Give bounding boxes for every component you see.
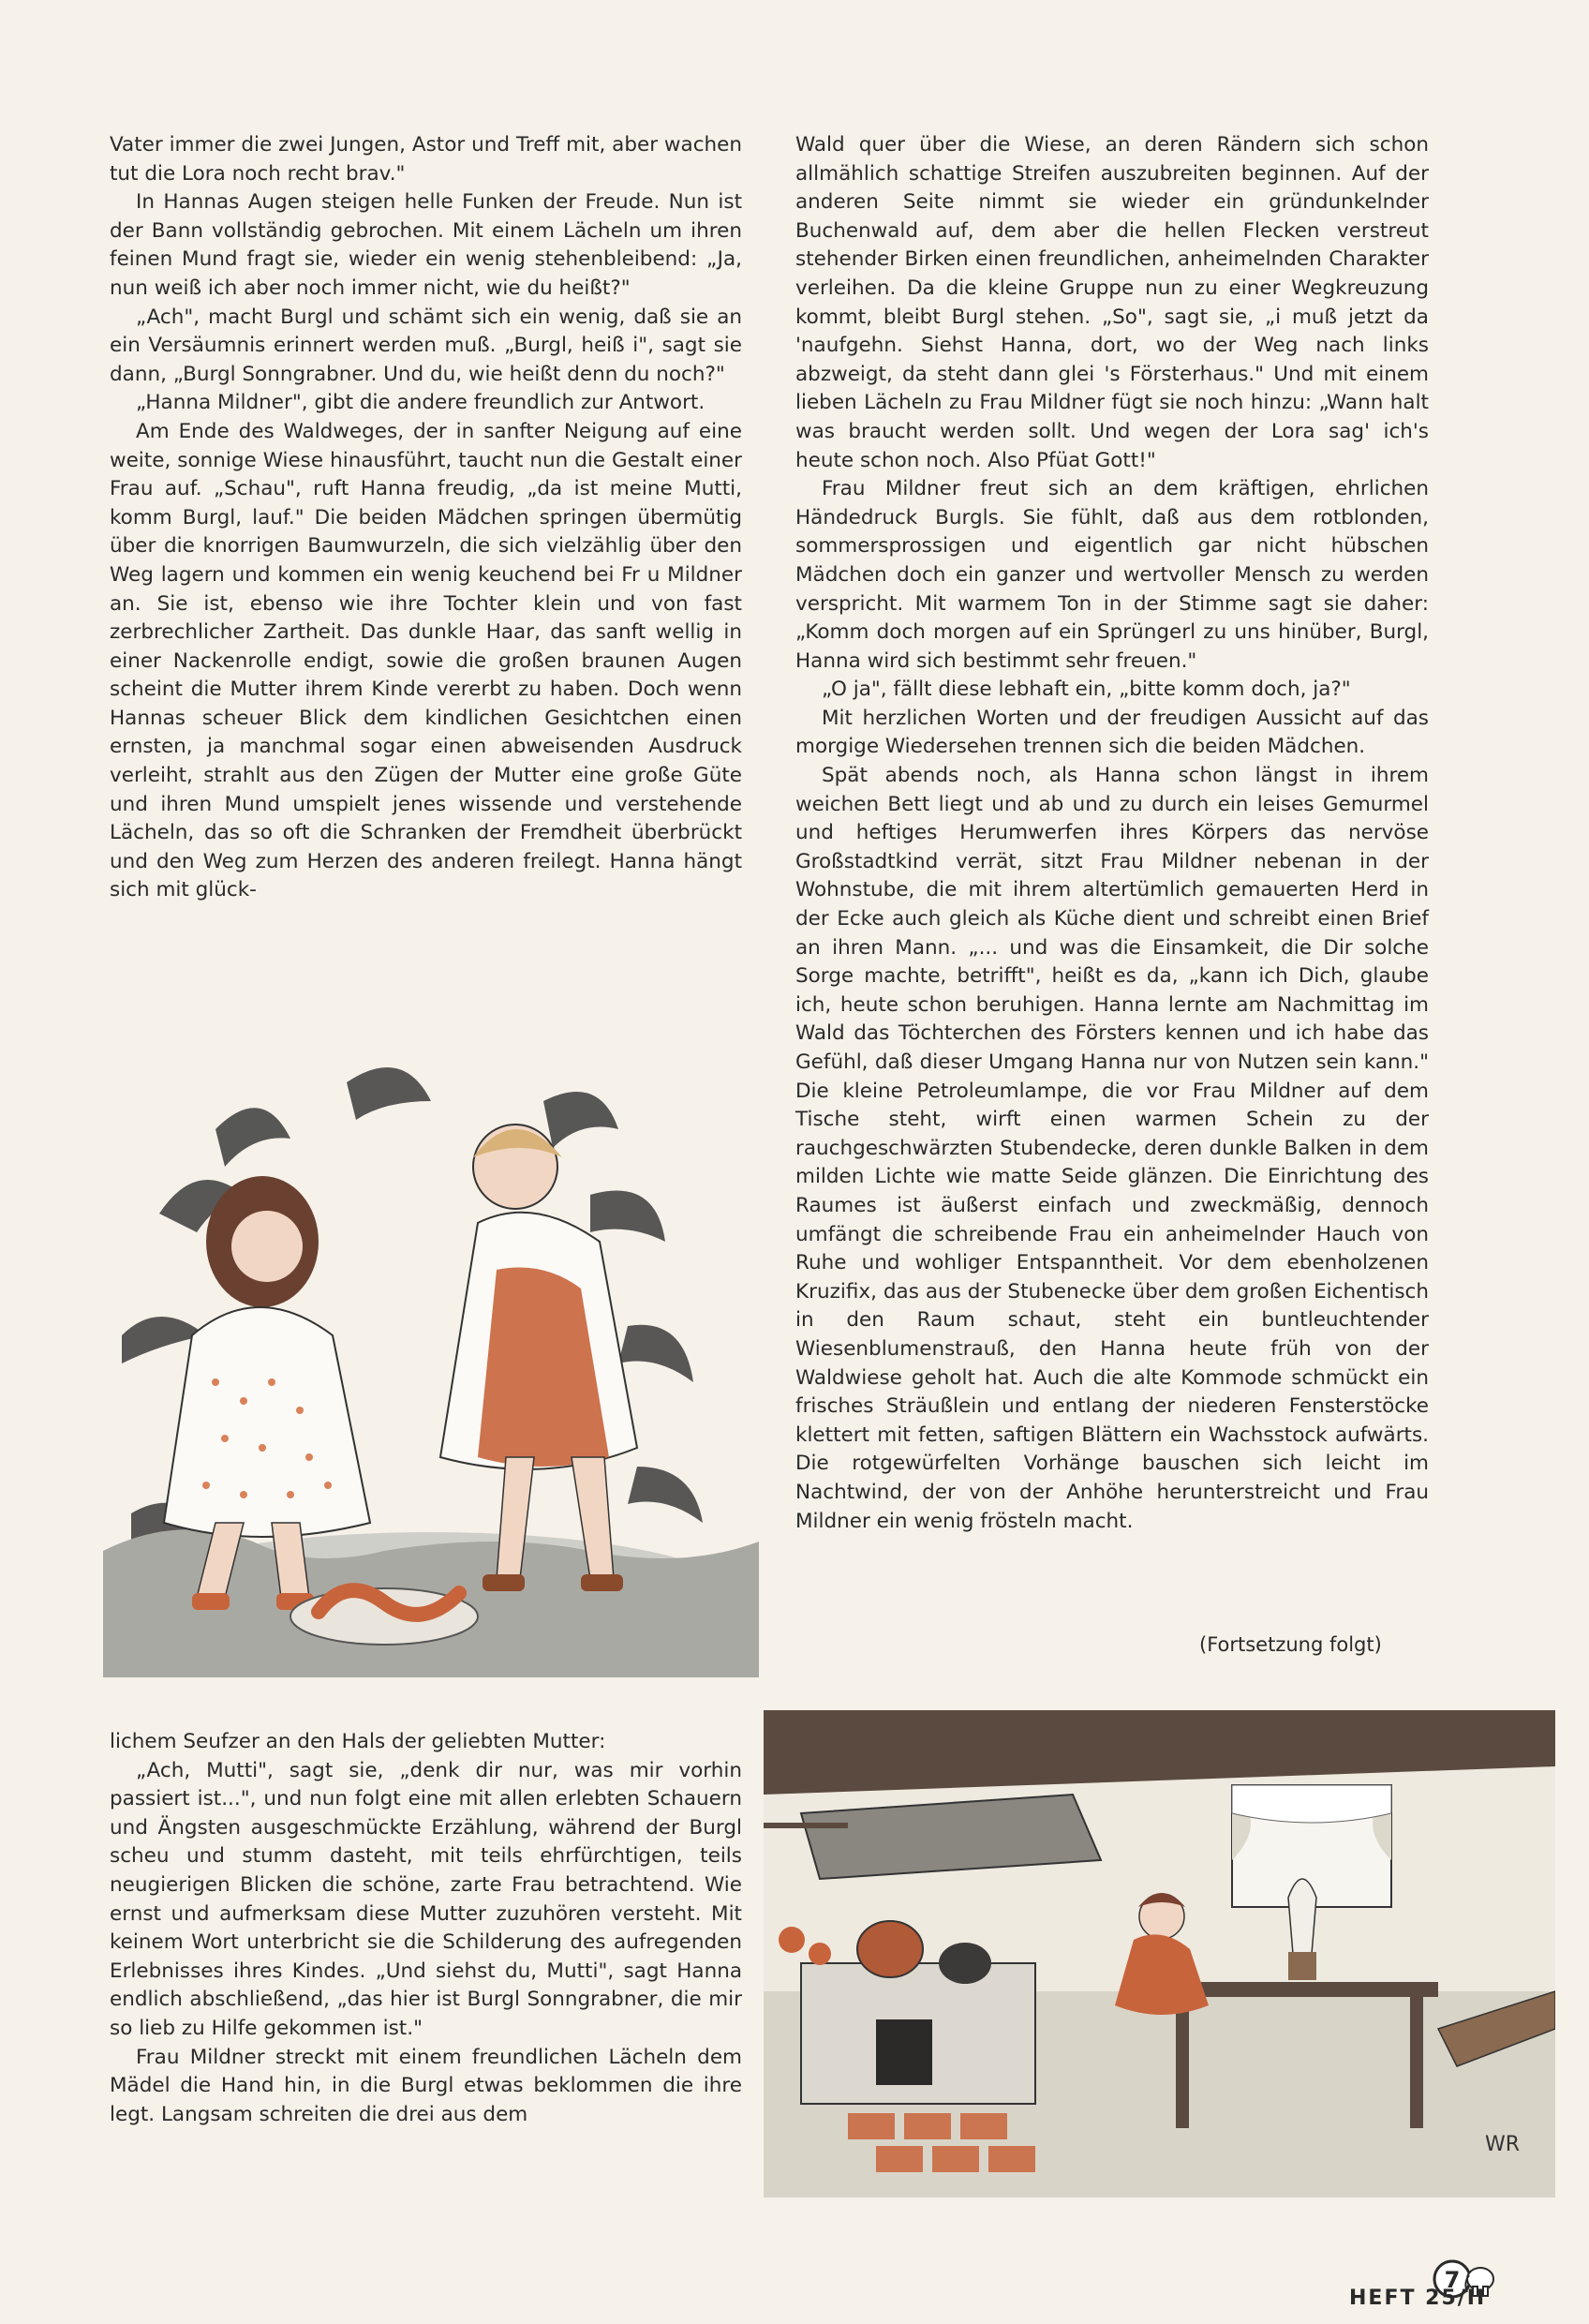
story-column-left-top	[110, 131, 742, 905]
illustration-girls-snake	[103, 1026, 759, 1677]
paragraph: Frau Mildner freut sich an dem kräftigen, ehrlichen Händedruck Burgls. Sie fühlt, daß aus dem rotblonden, sommersprossigen und eigentlich gar nicht hübschen Mädchen doch ein ganzer und wertvoller Mensch zu werden verspricht. Mit warmem Ton in der Stimme sagt sie daher: „Komm doch morgen auf ein Sprüngerl zu uns hinüber, Burgl, Hanna wird sich bestimmt sehr freuen."	[795, 477, 1429, 673]
paragraph: „Ach", macht Burgl und schämt sich ein wenig, daß sie an ein Versäumnis erinnert werden muß. „Burgl, heiß i", sagt sie dann, „Burgl Sonngrabner. Und du, wie heißt denn du noch?"	[110, 305, 742, 386]
story-column-left-bottom	[110, 1728, 742, 2129]
paragraph: „O ja", fällt diese lebhaft ein, „bitte komm doch, ja?"	[822, 678, 1351, 702]
paragraph: Frau Mildner streckt mit einem freundlichen Lächeln dem Mädel die Hand hin, in die Burgl etwas beklommen die ihre legt. Langsam schreiten die drei aus dem	[110, 2045, 742, 2126]
paragraph: lichem Seufzer an den Hals der geliebten Mutter:	[110, 1730, 606, 1753]
snake-on-rock	[290, 1588, 478, 1645]
paragraph: Spät abends noch, als Hanna schon längst in ihrem weichen Bett liegt und ab und zu durch ein leises Gemurmel und heftiges Herumwerfen ihres Körpers das nervöse Großstadtkind verrät, sitzt Frau Mildner nebenan in der Wohnstube, die mit ihrem altertümlich gemauerten Herd in der Ecke auch gleich als Küche dient und schreibt einen Brief an ihren Mann. „... und was die Einsamkeit, die Dir solche Sorge machte, betrifft", heißt es da, „kann ich Dich, glaube ich, heute schon beruhigen. Hanna lernte am Nachmittag im Wald das Töchterchen des Försters kennen und ich habe das Gefühl, daß dieser Umgang Hanna nur von Nutzen sein kann." Die kleine Petroleumlampe, die vor Frau Mildner auf dem Tische steht, wirft einen warmen Schein zu der rauchgeschwärzten Stubendecke, deren dunkle Balken in dem milden Lichte wie matte Seide glänzen. Die Einrichtung des Raumes ist äußerst einfach und zweckmäßig, dennoch umfängt die schreibende Frau ein anheimelnder Hauch von Ruhe und wohliger Entspanntheit. Vor dem ebenholzenen Kruzifix, das aus der Stubenecke über dem großen Eichentisch in den Raum schaut, steht ein buntleuchtender Wiesenblumenstrauß, den Hanna heute früh von der Waldwiese geholt hat. Auch die alte Kommode schmückt ein frisches Sträußlein und entlang der niederen Fensterstöcke klettert mit fetten, saftigen Blättern ein Wachsstock aufwärts. Die rotgewürfelten Vorhänge bauschen sich leicht im Nachtwind, der von der Anhöhe herunterstreicht und Frau Mildner ein wenig frösteln macht.	[795, 764, 1429, 1533]
paragraph: Mit herzlichen Worten und der freudigen Aussicht auf das morgige Wiedersehen trennen sich die beiden Mädchen.	[795, 706, 1429, 759]
issue-label: HEFT 25/II	[1349, 2287, 1487, 2310]
paragraph: In Hannas Augen steigen helle Funken der Freude. Nun ist der Bann vollständig gebrochen. Mit einem Lächeln um ihren feinen Mund fragt sie, wieder ein wenig stehenbleibend: „Ja, nun weiß ich aber noch immer nicht, wie du heißt?"	[110, 190, 742, 300]
story-column-right	[795, 131, 1429, 1536]
illustrator-signature: WR	[1485, 2133, 1521, 2156]
paragraph: Am Ende des Waldweges, der in sanfter Neigung auf eine weite, sonnige Wiese hinausführt, taucht nun die Gestalt einer Frau auf. „Schau", ruft Hanna freudig, „da ist meine Mutti, komm Burgl, lauf." Die beiden Mädchen springen übermütig über die knorrigen Baumwurzeln, die sich vielzählig über den Weg lagern und kommen ein wenig keuchend bei Fr u Mildner an. Sie ist, ebenso wie ihre Tochter klein und von fast zerbrechlicher Zartheit. Das dunkle Haar, das sanft wellig in einer Nackenrolle endigt, sowie die großen braunen Augen scheint die Mutter ihrem Kinde vererbt zu haben. Doch wenn Hannas scheuer Blick dem kindlichen Gesichtchen einen ernsten, ja manchmal sogar einen abweisenden Ausdruck verleiht, strahlt aus den Zügen der Mutter eine große Güte und ihren Mund umspielt jenes wissende und verstehende Lächeln, das so oft die Schranken der Fremdheit überbrückt und den Weg zum Herzen des anderen freilegt. Hanna hängt sich mit glück-	[110, 419, 742, 902]
paragraph: Wald quer über die Wiese, an deren Rändern sich schon allmählich schattige Streifen auszubreiten beginnen. Auf der anderen Seite nimmt sie wieder ein gründunkelnder Buchenwald auf, dem aber die hellen Flecken verstreut stehender Birken einen freundlichen, anheimelnden Charakter verleihen. Da die kleine Gruppe nun zu einer Wegkreuzung kommt, bleibt Burgl stehen. „So", sagt sie, „i muß jetzt da 'naufgehn. Siehst Hanna, dort, wo der Weg nach links abzweigt, da steht dann glei 's Försterhaus." Und mit einem lieben Lächeln zu Frau Mildner fügt sie noch hinzu: „Wann halt was braucht werden sollt. Und wegen der Lora sag' ich's heute schon noch. Also Pfüat Gott!"	[795, 133, 1429, 472]
illustration-kitchen-room	[764, 1710, 1555, 2197]
paragraph: Vater immer die zwei Jungen, Astor und Treff mit, aber wachen tut die Lora noch recht brav."	[110, 133, 742, 186]
paragraph: „Ach, Mutti", sagt sie, „denk dir nur, was mir vorhin passiert ist...", und nun folgt eine mit allen erlebten Schauern und Ängsten ausgeschmückte Erzählung, während der Burgl scheu und stumm dasteht, mit teils ehrfürchtigen, teils neugierigen Blicken die schöne, zarte Frau betrachtend. Wie ernst und aufmerksam diese Mutter zuzuhören versteht. Mit keinem Wort unterbricht sie die Schilderung des aufregenden Erlebnisses ihres Kindes. „Und siehst du, Mutti", sagt Hanna endlich abschließend, „das hier ist Burgl Sonngrabner, die mir so lieb zu Hilfe gekommen ist."	[110, 1758, 742, 2040]
page-number: 7	[1444, 2267, 1461, 2293]
paragraph: „Hanna Mildner", gibt die andere freundlich zur Antwort.	[136, 391, 705, 415]
continuation-note: (Fortsetzung folgt)	[1199, 1633, 1382, 1656]
